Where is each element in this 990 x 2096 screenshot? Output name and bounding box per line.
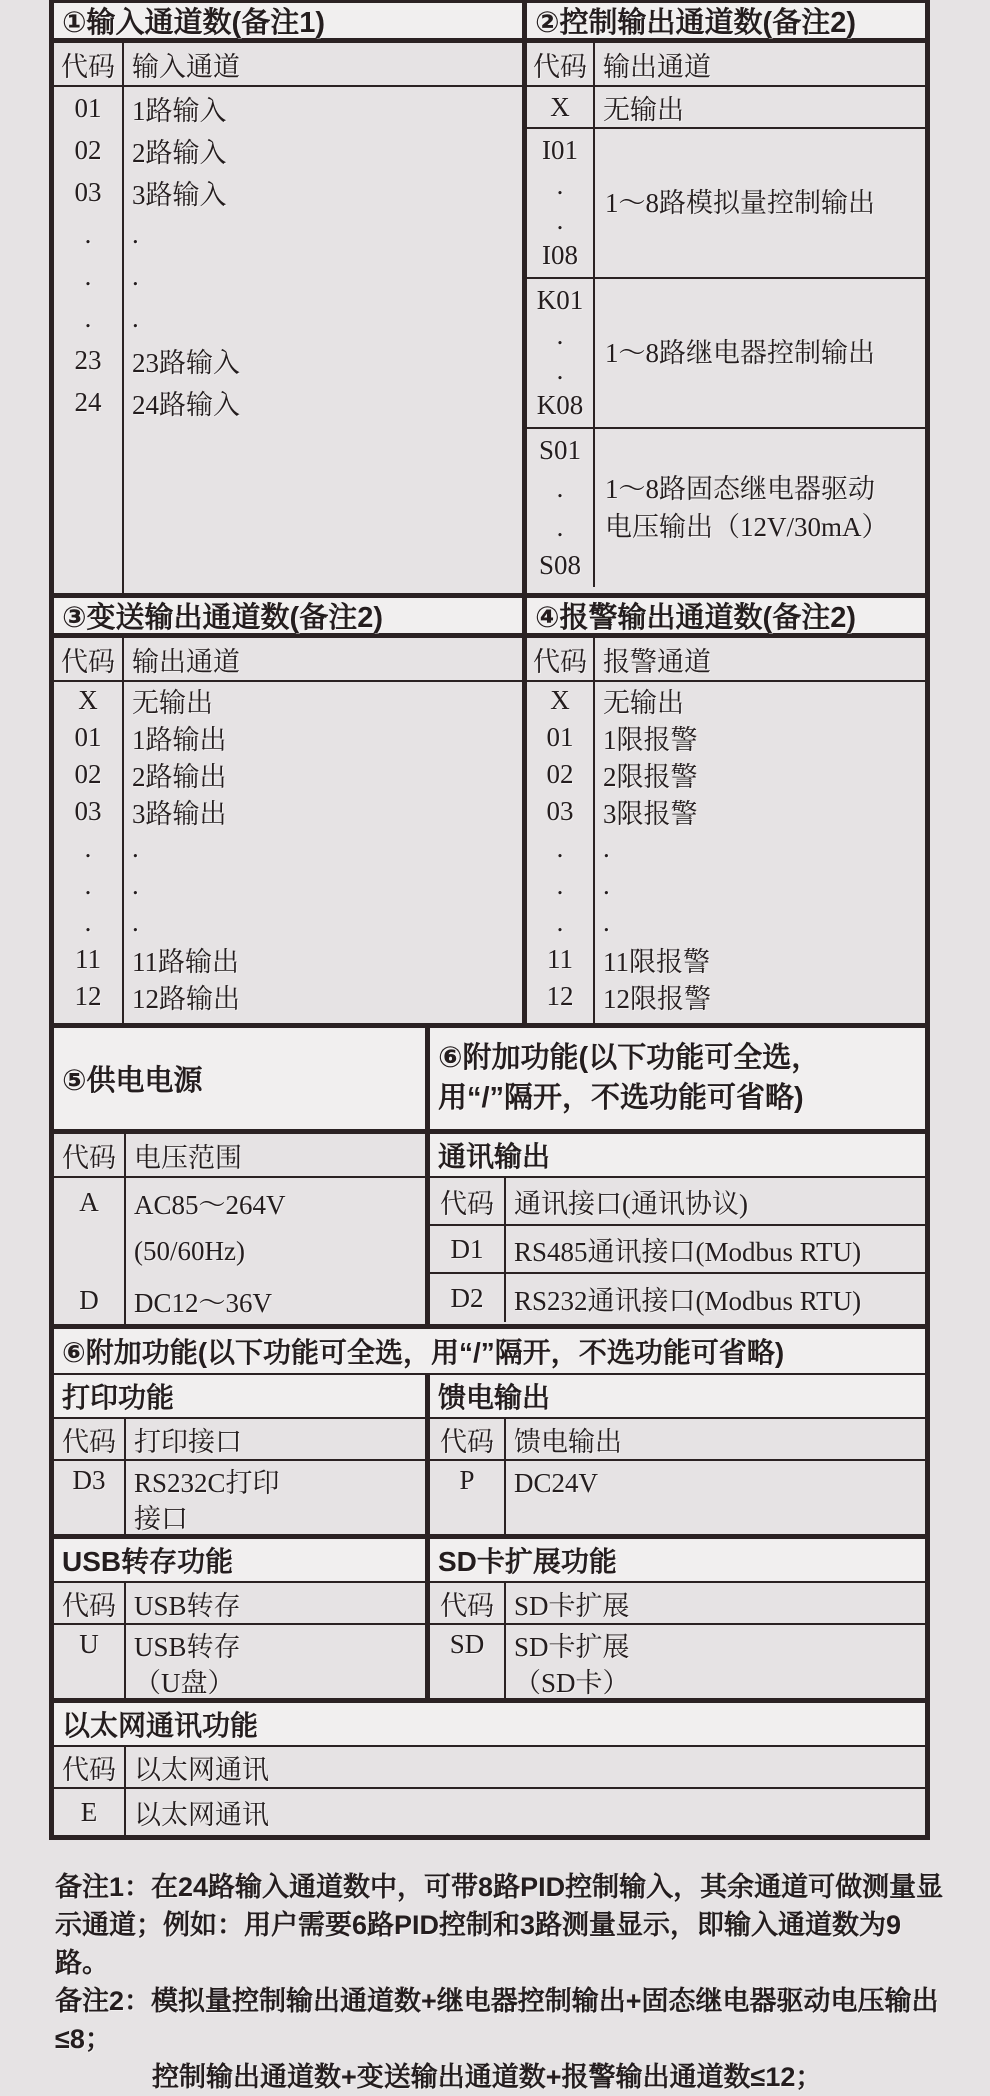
section3-desc-header: 输出通道 [132,646,240,677]
usb-columns [54,1583,430,1623]
section3-retransmission-output [54,598,527,1023]
remark2-line2: 控制输出通道数+变送输出通道数+报警输出通道数≤12； [152,2062,823,2092]
code-cell: . [556,907,564,937]
section5-title: ⑤供电电源 [54,1028,425,1134]
desc-line2: （SD卡） [514,1668,630,1698]
feed-row-p [430,1461,925,1534]
section2-block-relay [527,279,925,429]
desc-cell: 24路输入 [132,389,240,420]
sd-code-header: 代码 [430,1583,506,1623]
code-cell: 02 [74,134,102,165]
code-cell: . [556,870,564,900]
code-cell: U [54,1625,126,1698]
section-input-and-control-output [49,0,930,598]
dot: . [556,170,564,200]
code-cell: K01 [536,285,584,315]
code-cell: 24 [74,386,102,417]
code-cell: 23 [74,344,102,375]
code-cell: K08 [536,390,584,420]
sd-row-sd [430,1625,925,1698]
feed-code-header: 代码 [430,1419,506,1459]
desc-line2: 电压输出（12V/30mA） [605,512,889,542]
code-range [527,279,595,427]
comm-row-rs232 [430,1274,925,1322]
desc-cell: 11限报警 [603,947,710,977]
section1-desc-column [124,87,522,593]
print-row-d3 [54,1461,430,1534]
section2-block-analog [527,129,925,279]
additional-functions-title: ⑥附加功能(以下功能可全选，用“/”隔开，不选功能可省略) [54,1329,925,1375]
desc-cell: . [603,833,610,863]
section5-column-headers [54,1134,425,1178]
remark2-line1: 备注2：模拟量控制输出通道数+继电器控制输出+固态继电器驱动电压输出≤8； [55,1986,939,2054]
section4-desc-column [595,682,925,1023]
desc-line1: 1～8路固态继电器驱动 [605,474,875,504]
print-function [54,1375,430,1417]
code-cell: X [78,685,98,715]
section6-title [430,1028,925,1134]
code-cell: S08 [538,549,582,580]
desc-cell: 无输出 [132,688,213,718]
desc-cell: 1路输出 [132,725,227,755]
desc-cell: DC12～36V [134,1287,273,1318]
desc-cell: RS485通讯接口(Modbus RTU) [514,1236,862,1267]
desc-cell: . [603,870,610,900]
comm-column-headers [430,1178,925,1226]
code-cell: . [556,833,564,863]
desc-cell: 1路输入 [132,95,227,126]
code-cell: 01 [74,722,102,752]
code-cell: 12 [546,981,574,1011]
desc-cell [506,1625,925,1698]
ethernet-code-header: 代码 [54,1747,126,1787]
code-cell: D [79,1284,99,1315]
code-cell: 03 [74,176,102,207]
section-power-and-comm [49,1028,930,1329]
usb-row-u [54,1625,430,1698]
desc-cell: 12路输出 [132,984,240,1014]
section5-code-header: 代码 [54,1134,126,1176]
usb-function-header: USB转存功能 [54,1539,425,1581]
code-cell: 11 [547,944,573,974]
print-function-header: 打印功能 [54,1375,425,1417]
desc-cell: . [132,218,139,249]
desc-cell: 无输出 [603,688,684,718]
ordering-code-document [49,0,930,1840]
code-cell: . [84,302,92,333]
desc-cell: . [132,833,139,863]
sd-function [430,1539,925,1581]
code-range [527,429,595,587]
section4-body [527,682,925,1023]
desc-cell: AC85～264V [134,1189,286,1220]
section-additional-functions [49,1329,930,1840]
desc-line1: SD卡扩展 [514,1632,630,1662]
section2-column-headers [527,43,925,87]
desc-line2: （U盘） [134,1668,235,1698]
section1-column-headers [54,43,522,87]
section4-code-header: 代码 [527,638,595,680]
usb-code-header: 代码 [54,1583,126,1623]
desc-cell [126,1461,425,1534]
comm-output-header: 通讯输出 [430,1134,925,1178]
desc-cell: 23路输入 [132,347,240,378]
code-cell: . [84,833,92,863]
section3-desc-column [124,682,522,1023]
code-cell: D2 [430,1274,506,1322]
section5-power-supply [54,1028,430,1324]
section5-body [54,1178,425,1324]
section5-desc-column [126,1178,425,1324]
code-cell: X [527,87,595,127]
print-feed-column-headers [54,1419,925,1461]
desc-cell: . [603,907,610,937]
desc-cell: 3限报警 [603,799,698,829]
usb-sd-column-headers [54,1583,925,1625]
print-feed-rows [54,1461,925,1539]
desc-cell: 2路输出 [132,762,227,792]
section-retransmission-and-alarm [49,598,930,1028]
feed-columns [430,1419,925,1459]
desc-cell: 3路输入 [132,179,227,210]
desc-cell: 1～8路继电器控制输出 [605,338,875,368]
section4-title: ④报警输出通道数(备注2) [527,598,925,638]
ethernet-row-e [54,1789,925,1835]
remark1-line2: 示通道；例如：用户需要6路PID控制和3路测量显示，即输入通道数为9路。 [55,1910,902,1978]
section2-title: ②控制输出通道数(备注2) [527,3,925,43]
desc-cell: DC24V [514,1468,599,1498]
section2-row-none [527,87,925,129]
desc-cell: 以太网通讯 [134,1799,269,1830]
desc-cell: 1限报警 [603,725,698,755]
section2-desc-header: 输出通道 [603,51,711,82]
desc-cell: 无输出 [603,94,684,125]
section2-block-ssr [527,429,925,587]
code-cell: SD [430,1625,506,1698]
section3-body [54,682,522,1023]
desc-cell: . [132,260,139,291]
code-cell: . [84,870,92,900]
desc-cell: 2路输入 [132,137,227,168]
section1-body [54,87,522,593]
section1-desc-header: 输入通道 [132,51,240,82]
sd-columns [430,1583,925,1623]
desc-cell: (50/60Hz) [134,1235,245,1266]
comm-row-rs485 [430,1226,925,1274]
section1-title: ①输入通道数(备注1) [54,3,522,43]
dot: . [556,320,564,350]
comm-code-header: 代码 [430,1178,506,1224]
print-columns [54,1419,430,1459]
section5-desc-header: 电压范围 [134,1142,242,1173]
sd-function-header: SD卡扩展功能 [430,1539,925,1581]
print-feed-headers [54,1375,925,1419]
section6-title-line2: 用“/”隔开，不选功能可省略) [438,1082,804,1114]
section6-comm-output [430,1028,925,1324]
desc-cell: . [132,907,139,937]
feed-output-header: 馈电输出 [430,1375,925,1417]
desc-cell: RS232通讯接口(Modbus RTU) [514,1285,862,1316]
code-cell: 12 [74,981,102,1011]
section1-input-channels [54,3,527,593]
code-cell: . [84,218,92,249]
ethernet-row [54,1789,925,1835]
dot: . [556,355,564,385]
desc-cell [126,1625,425,1698]
code-range [527,129,595,277]
usb-function [54,1539,430,1581]
code-cell: 02 [546,759,574,789]
dot: . [556,473,564,504]
dot: . [556,511,564,542]
code-cell: 01 [74,92,102,123]
desc-cell: 11路输出 [132,947,239,977]
code-cell: S01 [538,435,582,465]
desc-line2: 接口 [134,1504,188,1534]
ethernet-function-header: 以太网通讯功能 [54,1703,925,1747]
code-cell: X [550,685,570,715]
ethernet-columns [54,1747,925,1787]
desc-cell: 12限报警 [603,984,711,1014]
code-cell: . [84,260,92,291]
dot: . [556,205,564,235]
desc-cell: . [132,302,139,333]
desc-cell [595,429,925,587]
section6-title-line1: ⑥附加功能(以下功能可全选， [438,1042,821,1074]
code-cell: 01 [546,722,574,752]
usb-sd-rows [54,1625,925,1703]
sd-desc-header: SD卡扩展 [514,1590,630,1621]
code-cell: I08 [542,240,578,270]
print-desc-header: 打印接口 [134,1426,242,1457]
feed-output [430,1375,925,1417]
desc-cell: 2限报警 [603,762,698,792]
desc-cell: . [132,870,139,900]
code-cell: 03 [546,796,574,826]
section4-column-headers [527,638,925,682]
desc-line1: RS232C打印 [134,1468,280,1498]
code-cell: . [84,907,92,937]
ethernet-column-headers [54,1747,925,1789]
section2-control-output-channels [527,3,925,593]
code-cell [54,1226,124,1276]
desc-line1: USB转存 [134,1632,241,1662]
section3-column-headers [54,638,522,682]
usb-sd-headers [54,1539,925,1583]
usb-desc-header: USB转存 [134,1590,241,1621]
comm-desc-header: 通讯接口(通讯协议) [514,1188,748,1219]
code-cell: E [54,1789,126,1835]
code-cell: 02 [74,759,102,789]
remarks [55,1868,955,2096]
ethernet-desc-header: 以太网通讯 [134,1754,269,1785]
section3-title: ③变送输出通道数(备注2) [54,598,522,638]
section4-code-column [527,682,595,1023]
code-cell: A [79,1186,99,1217]
section3-code-header: 代码 [54,638,124,680]
section3-code-column [54,682,124,1023]
desc-cell: 3路输出 [132,799,227,829]
feed-desc-header: 馈电输出 [514,1426,622,1457]
code-cell: D1 [430,1226,506,1272]
section5-code-column [54,1178,126,1324]
code-cell: I01 [542,135,578,165]
section4-desc-header: 报警通道 [603,646,711,677]
code-cell: 03 [74,796,102,826]
code-cell: P [430,1461,506,1534]
print-code-header: 代码 [54,1419,126,1459]
section1-code-header: 代码 [54,43,124,85]
code-cell: 11 [75,944,101,974]
desc-cell: 1～8路模拟量控制输出 [605,188,875,218]
section2-code-header: 代码 [527,43,595,85]
section4-alarm-output [527,598,925,1023]
section1-code-column [54,87,124,593]
remark1-line1: 备注1：在24路输入通道数中，可带8路PID控制输入，其余通道可做测量显 [55,1872,944,1902]
code-cell: D3 [54,1461,126,1534]
